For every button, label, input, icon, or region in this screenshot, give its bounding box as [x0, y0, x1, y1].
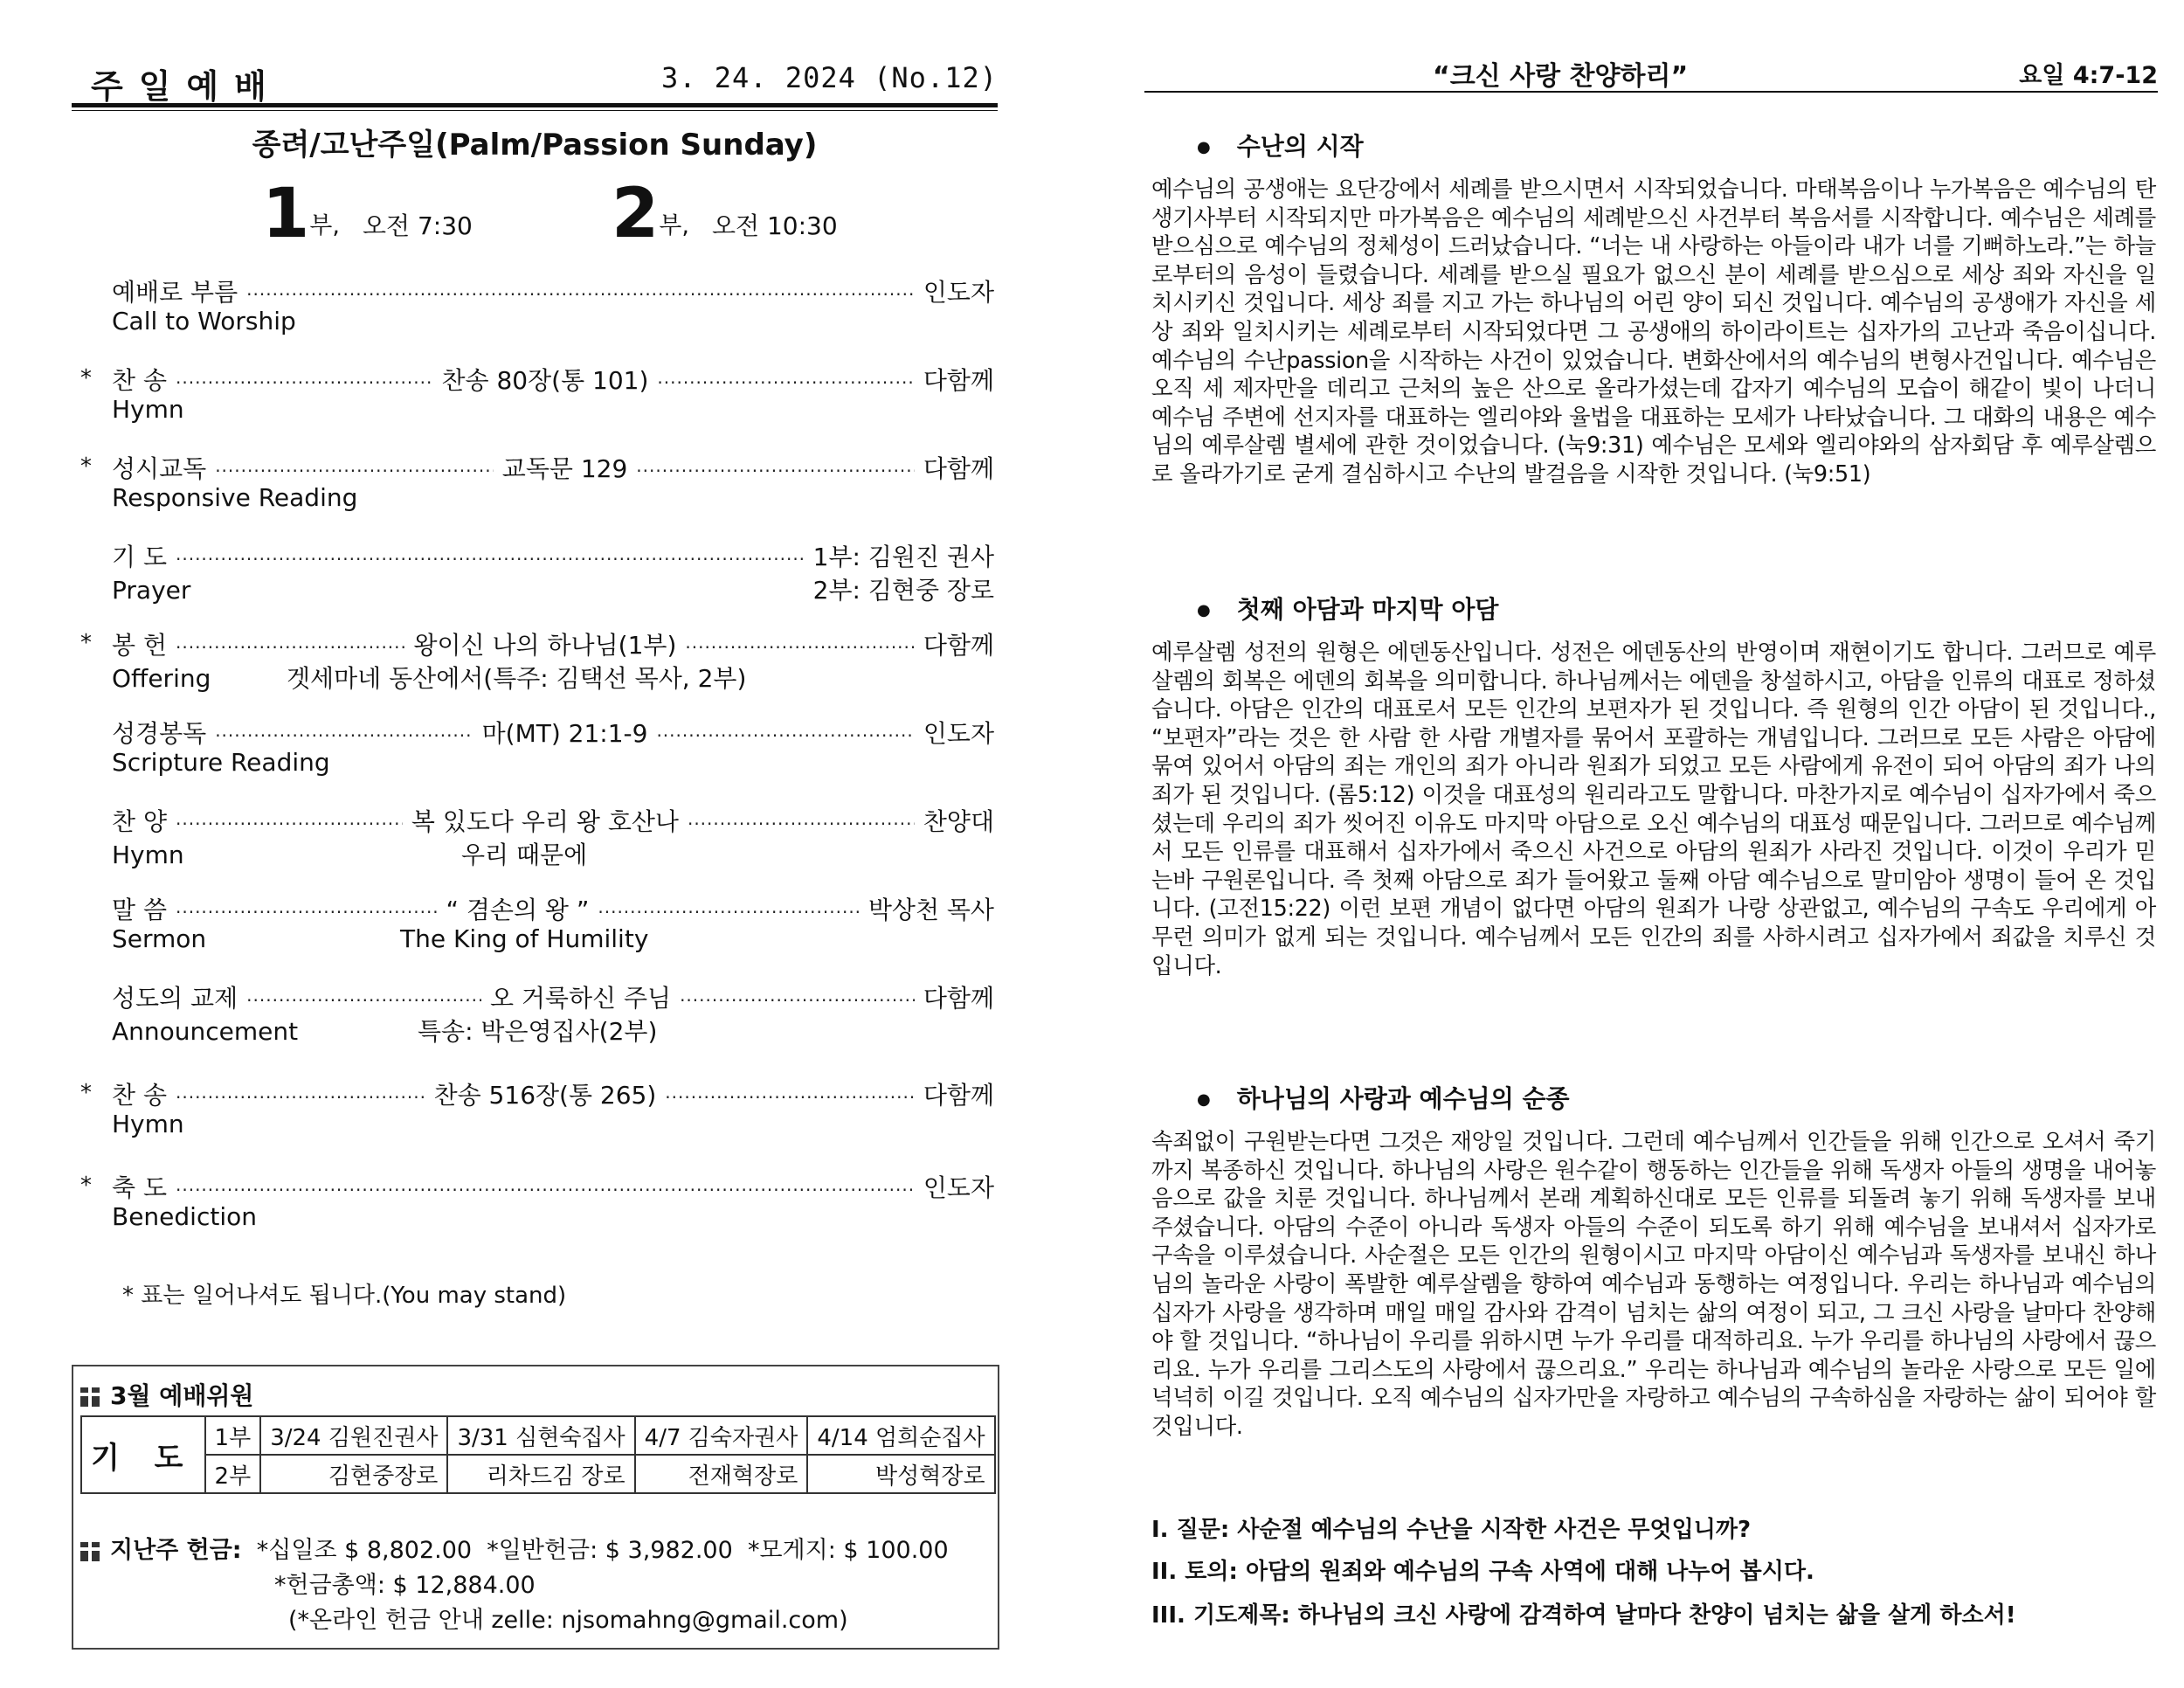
- table-cell: 4/14 엄희순집사: [807, 1416, 994, 1455]
- leader-dots: [688, 813, 915, 834]
- leader-dots: [176, 372, 432, 393]
- order-english: Benediction: [112, 1202, 257, 1231]
- order-label: 찬 송: [112, 366, 167, 395]
- order-english: Offering: [112, 664, 211, 693]
- leader-dots: [215, 725, 473, 746]
- header-rule: [1144, 91, 2158, 93]
- bulletin-right-page: [1127, 0, 2158, 1688]
- order-item-hymn-1: [80, 362, 994, 428]
- bulletin-date: 3. 24. 2024 (No.12): [660, 61, 998, 94]
- order-leader: 인도자: [923, 1173, 994, 1202]
- order-item-offering: [80, 626, 994, 693]
- section-heading-1: ● 수난의 시작: [1197, 128, 1364, 163]
- table-cell: 4/7 김숙자권사: [635, 1416, 808, 1455]
- offering-mission: *모게지: $ 100.00: [747, 1537, 949, 1564]
- order-label: 찬 양: [112, 807, 167, 836]
- stand-marker: *: [80, 1080, 92, 1106]
- part-cell: 1부: [205, 1416, 261, 1455]
- order-label: 축 도: [112, 1173, 167, 1202]
- table-cell: 전재혁장로: [635, 1455, 808, 1493]
- service-time: 오전 10:30: [711, 211, 838, 240]
- order-label: 말 씀: [112, 896, 167, 924]
- bulletin-header: [72, 56, 998, 105]
- leader-dots: [246, 284, 915, 305]
- order-english: Responsive Reading: [112, 483, 358, 512]
- sunday-title: 종려/고난주일(Palm/Passion Sunday): [252, 128, 818, 163]
- service-time-2: [612, 175, 838, 253]
- table-cell: 3/24 김원진권사: [260, 1416, 447, 1455]
- table-cell: 리차드김 장로: [447, 1455, 634, 1493]
- service-suffix: 부,: [309, 212, 340, 239]
- part-cell: 2부: [205, 1455, 261, 1493]
- service-time: 오전 7:30: [362, 211, 473, 240]
- service-time-1: [262, 175, 473, 253]
- leader-dots: [665, 1087, 915, 1108]
- order-sub: 겟세마네 동산에서(특주: 김택선 목사, 2부): [287, 664, 747, 693]
- order-english: Announcement: [112, 1017, 299, 1046]
- order-english: Sermon: [112, 924, 207, 953]
- order-detail: 찬송 516장(통 265): [433, 1081, 657, 1110]
- order-leader: 찬양대: [923, 807, 994, 836]
- leader-dots: [685, 637, 914, 658]
- header-rule-thin: [72, 110, 998, 111]
- order-english: Call to Worship: [112, 307, 296, 336]
- leader-dots: [598, 902, 859, 923]
- sermon-series-title: “크신 사랑 찬양하리”: [1433, 61, 1689, 92]
- order-leader: 다함께: [923, 1081, 995, 1110]
- worship-team-box: [72, 1365, 999, 1650]
- offering-tithe: *십일조 $ 8,802.00: [256, 1537, 473, 1564]
- leader-dots: [176, 549, 805, 570]
- bulletin-left-page: [0, 0, 1031, 1688]
- scripture-reference: 요일 4:7-12: [2019, 62, 2158, 89]
- question-2: II. 토의: 아담의 원죄와 예수님의 구속 사역에 대해 나누어 봅시다.: [1151, 1559, 1814, 1585]
- leader-dots: [680, 990, 915, 1011]
- order-leader: 1부: 김원진 권사: [812, 543, 994, 571]
- order-item-call-to-worship: [80, 273, 994, 340]
- offering-general: *일반헌금: $ 3,982.00: [487, 1537, 733, 1564]
- service-number: 2: [612, 175, 660, 253]
- leader-dots: [246, 990, 481, 1011]
- offering-label: 지난주 헌금:: [110, 1537, 242, 1564]
- order-detail: 복 있도다 우리 왕 호산나: [411, 807, 679, 836]
- order-sub: 특송: 박은영집사(2부): [418, 1017, 658, 1046]
- role-cell: 기 도: [81, 1416, 205, 1493]
- section-body-2: 예루살렘 성전의 원형은 에덴동산입니다. 성전은 에덴동산의 반영이며 재현이기도 합니다. 그러므로 예루살렘의 회복은 에덴의 회복을 의미합니다. 하나님께서는 에덴을 창설하시고, 아담을 인류의 대표로 정하셨습니다. 아담은 인간의 대표로서 모든 인간의 보편자가 된 것입니다. 즉 원형의 인간 아담이 된 것입니다., “보편자”라는 것은 한 사람 한 사람 개별자를 묶어서 포괄하는 개념입니다. 그러므로 모든 사람은 아담에 묶여 있어서 아담의 죄는 개인의 죄가 아니라 원죄가 되었고 모든 사람에게 유전이 되어 아담의 죄가 나의 죄가 된 것입니다. (롬5:12) 이것을 대표성의 원리라고도 말합니다. 마찬가지로 예수님이 십자가에서 죽으셨는데 우리의 죄가 씻어진 이유도 마지막 아담으로 오신 예수님의 대표성 때문입니다. 그러므로 예수님께서 모든 인류를 대표해서 십자가에서 죽으신 사건으로 아담의 원죄가 사라진 것입니다. 이것이 우리가 믿는바 구원론입니다. 즉 첫째 아담으로 죄가 들어왔고 둘째 아담 예수님으로 말미암아 생명이 들어 온 것입니다. (고전15:22) 이런 보편 개념이 없다면 아담의 원죄가 나랑 상관없고, 예수님의 구속도 우리에게 아무런 의미가 없게 되는 것입니다. 예수님께서 모든 인간의 죄를 사하시려고 십자가에서 죄값을 치루신 것입니다.: [1151, 639, 2156, 979]
- order-detail: “ 겸손의 왕 ”: [446, 896, 590, 924]
- leader-dots: [176, 1180, 915, 1200]
- offering-summary: [80, 1531, 989, 1636]
- order-label: 성시교독: [112, 454, 207, 483]
- question-3: III. 기도제목: 하나님의 크신 사랑에 감격하여 날마다 찬양이 넘치는 삶을 살게 하소서!: [1151, 1602, 2016, 1629]
- cross-icon: [80, 1387, 100, 1407]
- section-heading-2: ● 첫째 아담과 마지막 아담: [1197, 591, 1498, 626]
- online-offering-info: (*온라인 헌금 안내 zelle: njsomahng@gmail.com): [288, 1607, 848, 1634]
- order-leader: 다함께: [923, 454, 995, 483]
- worship-team-title: [80, 1377, 253, 1412]
- order-label: 성도의 교제: [112, 984, 238, 1013]
- order-leader: 다함께: [923, 366, 995, 395]
- sermon-header: [1144, 54, 2158, 92]
- bulletin-title: 주일예배: [91, 67, 282, 106]
- service-number: 1: [262, 175, 310, 253]
- stand-marker: *: [80, 1173, 92, 1199]
- order-label: 기 도: [112, 543, 167, 571]
- table-row: [81, 1455, 995, 1493]
- leader-dots: [215, 460, 494, 481]
- leader-dots: [176, 902, 437, 923]
- leader-dots: [176, 637, 404, 658]
- order-english: Hymn: [112, 1110, 184, 1138]
- question-1: I. 질문: 사순절 예수님의 수난을 시작한 사건은 무엇입니까?: [1151, 1517, 1752, 1543]
- table-cell: 김현중장로: [260, 1455, 447, 1493]
- leader-dots: [636, 460, 915, 481]
- order-detail: 마(MT) 21:1-9: [481, 719, 648, 748]
- order-leader: 인도자: [923, 719, 994, 748]
- order-english: Scripture Reading: [112, 748, 330, 777]
- order-sub: 우리 때문에: [461, 841, 588, 869]
- order-label: 봉 헌: [112, 631, 167, 660]
- order-item-scripture: [80, 715, 994, 781]
- stand-marker: *: [80, 630, 92, 656]
- order-leader: 인도자: [923, 278, 994, 307]
- order-item-hymn-2: [80, 1076, 994, 1143]
- order-item-announcement: [80, 979, 994, 1046]
- leader-dots: [176, 1087, 425, 1108]
- order-item-benediction: [80, 1169, 994, 1235]
- order-sub: The King of Humility: [400, 924, 649, 953]
- service-suffix: 부,: [659, 212, 689, 239]
- offering-total: *헌금총액: $ 12,884.00: [274, 1572, 536, 1599]
- section-body-1: 예수님의 공생애는 요단강에서 세례를 받으시면서 시작되었습니다. 마태복음이나 누가복음은 예수님의 탄생기사부터 시작되지만 마가복음은 예수님의 세례받으신 사건부터 복음서를 시작합니다. 예수님은 세례를 받으심으로 예수님의 정체성이 드러났습니다. “너는 내 사랑하는 아들이라 내가 너를 기뻐하노라.”는 하늘로부터의 음성이 들렸습니다. 세례를 받으실 필요가 없으신 분이 세례를 받으심으로 세상 죄와 자신을 일치시키신 것입니다. 세상 죄를 지고 가는 하나님의 어린 양이 되신 것입니다. 예수님의 공생애가 자신을 세상 죄와 일치시키는 세례로부터 시작되었다면 그 공생애의 하이라이트는 십자가의 고난과 죽음이십니다. 예수님의 수난passion을 시작하는 사건이 있었습니다. 변화산에서의 예수님의 변형사건입니다. 예수님은 오직 세 제자만을 데리고 근처의 높은 산으로 올라가셨는데 갑자기 예수님의 모습이 해같이 빛이 나더니 예수님 주변에 선지자를 대표하는 엘리야와 율법을 대표하는 모세가 나타났습니다. 그 대화의 내용은 예수님의 예루살렘 별세에 관한 것이었습니다. (눅9:31) 예수님은 모세와 엘리야와의 삼자회담 후 예루살렘으로 올라가기로 굳게 결심하시고 수난의 발걸음을 시작한 것입니다. (눅9:51): [1151, 176, 2156, 487]
- table-row: [81, 1416, 995, 1455]
- section-heading-3: ● 하나님의 사랑과 예수님의 순종: [1197, 1080, 1570, 1115]
- order-detail: 오 거룩하신 주님: [489, 984, 672, 1013]
- table-cell: 3/31 심현숙집사: [447, 1416, 634, 1455]
- header-rule: [72, 103, 998, 107]
- order-item-responsive-reading: [80, 450, 994, 516]
- order-detail: 교독문 129: [501, 454, 628, 483]
- order-label: 찬 송: [112, 1081, 167, 1110]
- leader-dots: [656, 725, 914, 746]
- stand-note: * 표는 일어나셔도 됩니다.(You may stand): [122, 1283, 567, 1309]
- order-item-prayer: [80, 538, 994, 605]
- stand-marker: *: [80, 453, 92, 480]
- order-sub: 2부: 김현중 장로: [812, 576, 994, 605]
- worship-team-table: [80, 1415, 996, 1494]
- order-leader: 다함께: [923, 984, 995, 1013]
- order-english: Hymn: [112, 395, 184, 424]
- order-english: Prayer: [112, 576, 191, 605]
- table-cell: 박성혁장로: [807, 1455, 994, 1493]
- order-item-choir: [80, 803, 994, 869]
- order-label: 성경봉독: [112, 719, 207, 748]
- order-leader: 박상천 목사: [867, 896, 994, 924]
- order-leader: 다함께: [923, 631, 994, 660]
- stand-marker: *: [80, 365, 92, 391]
- order-detail: 찬송 80장(통 101): [441, 366, 649, 395]
- order-label: 예배로 부름: [112, 278, 238, 307]
- section-body-3: 속죄없이 구원받는다면 그것은 재앙일 것입니다. 그런데 예수님께서 인간들을 위해 인간으로 오셔서 죽기까지 복종하신 것입니다. 하나님의 사랑은 원수같이 행동하는 인간들을 위해 독생자 아들의 생명을 내어놓음으로 값을 치룬 것입니다. 하나님께서 본래 계획하신대로 모든 인류를 되돌려 놓기 위해 독생자를 보내주셨습니다. 아담의 수준이 아니라 독생자 아들의 수준이 되도록 하기 위해 예수님을 보내셔서 십자가로 구속을 이루셨습니다. 사순절은 모든 인간의 원형이시고 마지막 아담이신 예수님과 독생자를 보내신 하나님의 놀라운 사랑이 폭발한 예루살렘을 향하여 예수님과 동행하는 여정입니다. 우리는 하나님과 예수님의 십자가 사랑을 생각하며 매일 매일 감사와 감격이 넘치는 삶의 여정이 되고, 그 크신 사랑을 날마다 찬양해야 할 것입니다. “하나님이 우리를 위하시면 누가 우리를 대적하리요. 누가 우리를 하나님의 사랑에서 끊으리요. 누가 우리를 그리스도의 사랑에서 끊으리요.” 우리는 하나님과 예수님의 놀라운 사랑으로 모든 일에 넉넉히 이길 것입니다. 오직 예수님의 십자가만을 자랑하고 예수님의 구속하심을 자랑하는 삶이 되어야 할 것입니다.: [1151, 1128, 2156, 1439]
- leader-dots: [176, 813, 403, 834]
- order-english: Hymn: [112, 841, 184, 869]
- order-detail: 왕이신 나의 하나님(1부): [413, 631, 677, 660]
- cross-icon: [80, 1542, 100, 1561]
- order-item-sermon: [80, 891, 994, 958]
- leader-dots: [657, 372, 914, 393]
- worship-team-title-text: 3월 예배위원: [110, 1381, 254, 1410]
